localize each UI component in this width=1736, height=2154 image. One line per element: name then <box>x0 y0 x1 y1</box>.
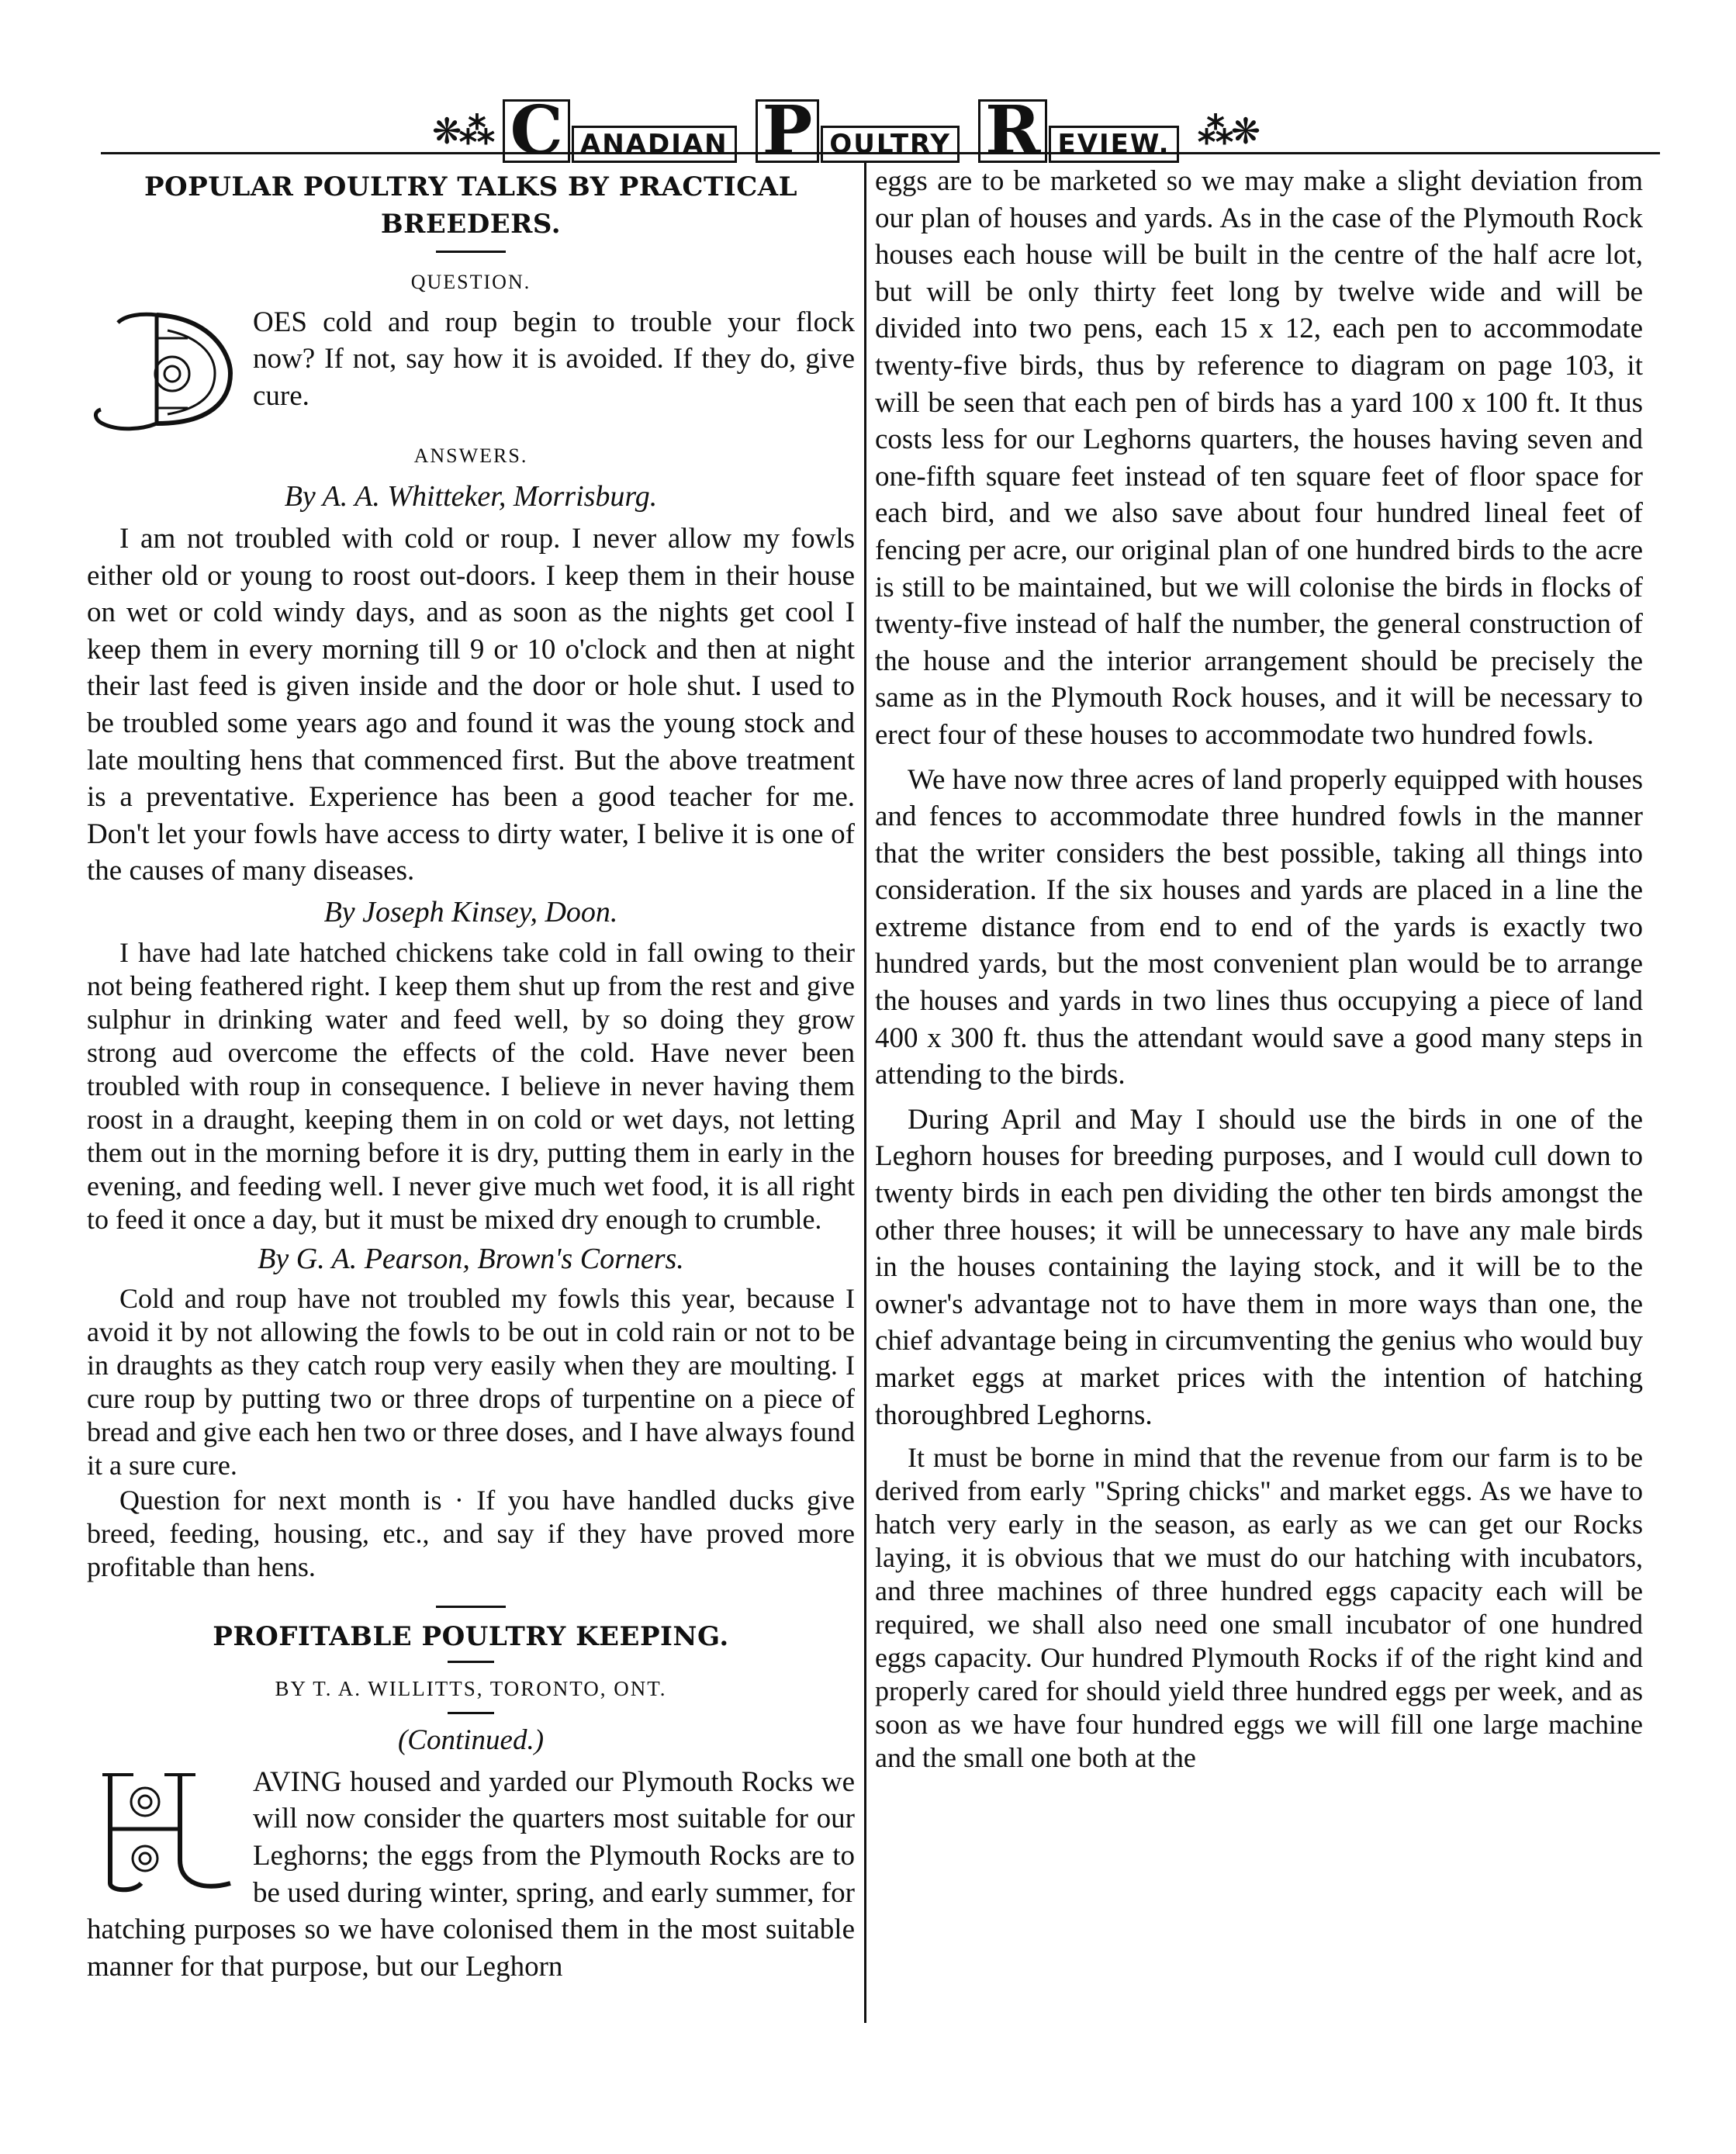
answer-1-text: I am not troubled with cold or roup. I never allow my fowls either old or young to roost out-doors. I keep them in their house on wet or cold windy days, and as soon as the nights get cool I keep them in every morning till 9 or 10 o'clock and then at night their last feed is given inside and the door or hole shut. I used to be troubled some years ago and found it was the young stock and late moulting hens that commenced first. But the above treatment is a preventative. Experience has been a good teacher for me. Don't let your fowls have access to dirty water, I belive it is one of the causes of many diseases. <box>87 522 855 887</box>
column-divider <box>864 161 866 2023</box>
masthead-box-poultry: OULTRY <box>821 126 960 163</box>
section-rule <box>436 1606 506 1608</box>
masthead-cap-p: P <box>756 99 820 163</box>
question-block <box>87 304 855 415</box>
article2-left-text: AVING housed and yarded our Plymouth Rocks we will now consider the quarters most suitable for our Leghorns; the eggs from the Plymouth Rocks are to be used during winter, spring, and early summer, for hatching purposes so we have colonised them in the most suitable manner for that purpose, but our Leghorn <box>87 1765 855 1983</box>
answers-label: ANSWERS. <box>413 444 528 467</box>
article2-paragraph-3: During April and May I should use the birds in one of the Leghorn houses for breeding purposes, and I would cull down to twenty birds in each pen dividing the other ten birds amongst the other three houses; it will be unnecessary to have any male birds in the houses containing the laying stock, and it will be to the owner's advantage not to have them in more ways than one, the chief advantage being in circumventing the genius who would buy market eggs at market prices with the intention of hatching thoroughbred Leghorns. <box>875 1103 1643 1431</box>
answer-2-text: I have had late hatched chickens take cold in fall owing to their not being feathered right. I keep them shut up from the rest and give sulphur in drinking water and feed well, by so doing they grow strong aud overcome the effects of the cold. Have never been troubled with roup in consequence. I believe in never having them roost in a draught, keeping them in on cold or wet days, not letting them out in the morning before it is dry, putting them in early in the evening, and feeding well. I never give much wet food, it is all right to feed it once a day, but it must be mixed dry enough to crumble. <box>87 936 855 1235</box>
answer-3-byline: By G. A. Pearson, Brown's Corners. <box>258 1242 684 1275</box>
article2-title: PROFITABLE POULTRY KEEPING. <box>213 1621 729 1653</box>
article2-paragraph-1: eggs are to be marketed so we may make a slight deviation from our plan of houses and yards. As in the case of the Plymouth Rock houses each house will be built in the centre of the half acre lot, but will be only thirty feet long by twelve wide and will be divided into two pens, each 15 x 12, each pen to accommodate twenty-five birds, thus by reference to diagram on page 103, it will be seen that each pen of birds has a yard 100 x 100 ft. It thus costs less for our Leghorns quarters, the houses having seven and one-fifth square feet instead of ten square feet of floor space for each bird, and we also save about four hundred lineal feet of fencing per acre, our original plan of one hundred birds to the acre is still to be maintained, but we will colonise the birds in flocks of twenty-five instead of half the number, the general construction of the house and the interior arrangement should be precisely the same as in the Plymouth Rock houses, and it will be necessary to erect four of these houses to accommodate two hundred fowls. <box>875 165 1643 751</box>
article2-author: BY T. A. WILLITTS, TORONTO, ONT. <box>275 1676 667 1700</box>
dropcap-h-icon <box>87 1767 242 1897</box>
dropcap-d-icon <box>87 307 242 437</box>
article2-opening <box>87 1764 855 1986</box>
dropcap-h <box>87 1767 242 1897</box>
masthead-cap-c: C <box>503 99 569 163</box>
article1-title: POPULAR POULTRY TALKS BY PRACTICAL BREEDERS. <box>144 171 798 240</box>
answer-2-byline: By Joseph Kinsey, Doon. <box>323 895 618 928</box>
ornament-right-icon: ⁂❋ <box>1197 110 1258 152</box>
masthead-cap-r: R <box>978 99 1047 163</box>
ornament-left-icon: ❋⁂ <box>431 110 493 152</box>
masthead-rule <box>101 152 1660 154</box>
masthead-box-canadian: ANADIAN <box>572 126 737 163</box>
article2-paragraph-2: We have now three acres of land properly equipped with houses and fences to accommodate three hundred fowls in the manner that the writer considers the best possible, taking all things into consideration. If the six houses and yards are placed in a line the extreme distance from end to end of the yards is exactly two hundred yards, but the most convenient plan would be to arrange the houses and yards in two lines thus occupying a piece of land 400 x 300 ft. thus the attendant would save a good many steps in attending to the birds. <box>875 763 1643 1091</box>
left-column <box>87 163 855 1985</box>
title-rule <box>436 251 506 253</box>
question-label: QUESTION. <box>410 271 531 294</box>
question-text: OES cold and roup begin to trouble your flock now? If not, say how it is avoided. If they do, give cure. <box>253 306 855 412</box>
masthead-box-review: EVIEW. <box>1049 126 1178 163</box>
next-question-text: Question for next month is · If you have handled ducks give breed, feeding, housing, etc., and say if they have proved more profitable than hens. <box>87 1485 855 1583</box>
article2-author-rule <box>448 1712 494 1714</box>
answer-1-byline: By A. A. Whitteker, Morrisburg. <box>284 480 658 513</box>
right-column <box>875 163 1643 1775</box>
dropcap-d <box>87 307 242 437</box>
article2-paragraph-4: It must be borne in mind that the revenue from our farm is to be derived from early "Spring chicks" and market eggs. As we have to hatch very early in the season, as early as we can get our Rocks laying, it is obvious that we must do our hatching with incubators, and three machines of three hundred eggs capacity each will be required, we shall also need one small incubator of one hundred eggs capacity. Our hundred Plymouth Rocks if of the right kind and properly cared for should yield three hundred eggs per week, and as soon as we have four hundred eggs we will fill one large machine and the small one both at the <box>875 1442 1643 1774</box>
answer-3-text: Cold and roup have not troubled my fowls this year, because I avoid it by not allowing the fowls to be out in cold rain or not to be in draughts as they catch roup very easily when they are moulting. I cure roup by putting two or three drops of turpentine on a piece of bread and give each hen two or three doses, and I have always found it a sure cure. <box>87 1283 855 1482</box>
continued-label: (Continued.) <box>397 1724 545 1757</box>
article2-title-rule <box>448 1661 494 1663</box>
